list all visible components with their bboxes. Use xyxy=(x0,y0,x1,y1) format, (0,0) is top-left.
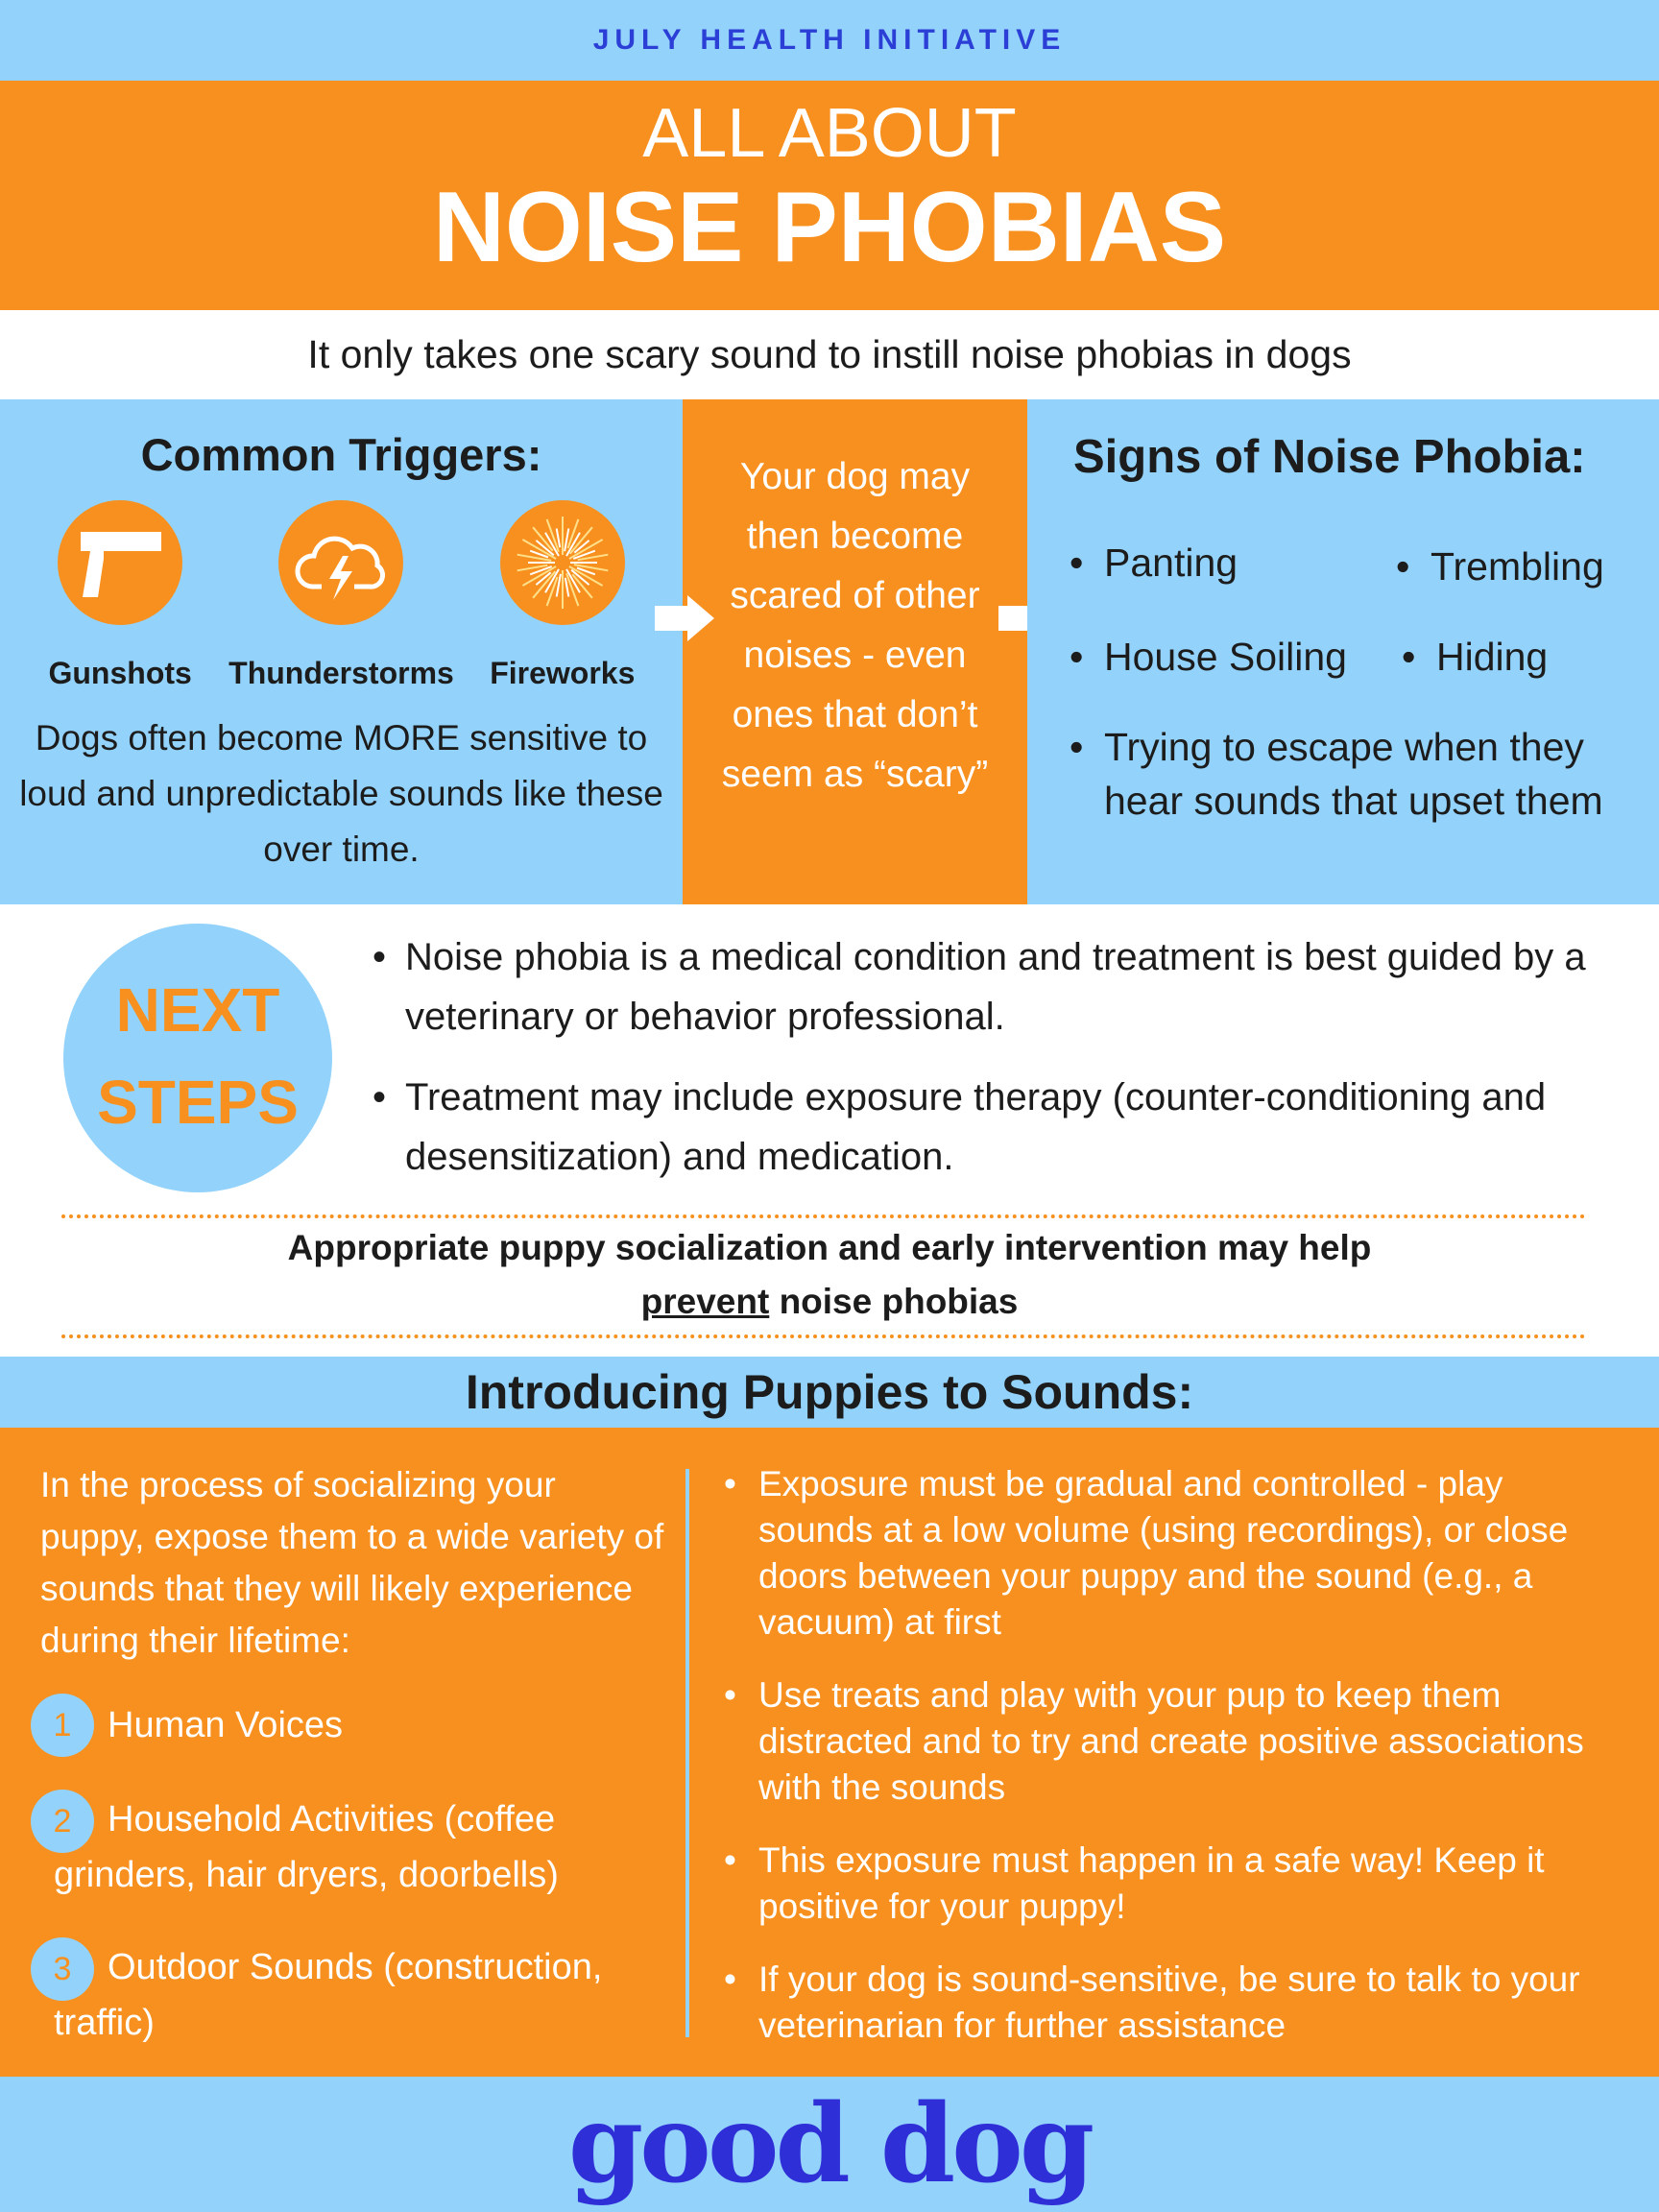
divider xyxy=(61,1334,1586,1338)
arrow-right-icon xyxy=(655,595,714,641)
number-badge: 1 xyxy=(31,1694,94,1757)
trigger-thunderstorms xyxy=(228,500,454,691)
page-title: NOISE PHOBIAS xyxy=(432,172,1227,283)
number-badge: 2 xyxy=(31,1790,94,1853)
next-step-item: • Treatment may include exposure therapy (counter-conditioning and desensitization) and medication. xyxy=(405,1068,1615,1187)
triggers-title: Common Triggers: xyxy=(140,429,542,480)
header xyxy=(0,81,1659,310)
trigger-label: Gunshots xyxy=(48,656,192,690)
divider xyxy=(61,1214,1586,1218)
sign-item: • Trying to escape when they hear sounds that upset them xyxy=(1104,720,1603,828)
kicker: JULY HEALTH INITIATIVE xyxy=(0,0,1659,81)
number-badge: 3 xyxy=(31,1937,94,2001)
tip-item: • Exposure must be gradual and controlled - play sounds at a low volume (using recordings), or close doors between your puppy and the sound (e.g., a vacuum) at first xyxy=(758,1461,1623,1646)
sound-item: Human Voices xyxy=(108,1705,344,1745)
badge-line1: NEXT xyxy=(115,975,280,1045)
note-emphasis: prevent xyxy=(640,1282,770,1321)
tip-item: • If your dog is sound-sensitive, be sure to talk to your veterinarian for further assistance xyxy=(758,1957,1623,2049)
sound-item: Household Activities (coffee grinders, hair dryers, doorbells) xyxy=(54,1799,559,1895)
trigger-label: Thunderstorms xyxy=(228,656,454,690)
trigger-label: Fireworks xyxy=(490,656,636,690)
tip-item: • Use treats and play with your pup to keep them distracted and to try and create positive associations with the sounds xyxy=(758,1672,1623,1811)
logo: good dog xyxy=(0,2077,1659,2212)
sign-item: • House Soiling xyxy=(1104,630,1347,684)
note-text: Appropriate puppy socialization and early intervention may help xyxy=(287,1228,1372,1267)
next-steps-badge xyxy=(63,924,332,1192)
divider xyxy=(685,1469,689,2037)
common-triggers xyxy=(0,399,683,904)
trigger-fireworks xyxy=(452,500,673,691)
section-title: Introducing Puppies to Sounds: xyxy=(0,1357,1659,1428)
triggers-note: Dogs often become MORE sensitive to loud and unpredictable sounds like these over time. xyxy=(19,718,663,869)
badge-line2: STEPS xyxy=(97,1068,299,1137)
pistol-icon xyxy=(58,500,182,625)
middle-message: Your dog may then become scared of other noises - even ones that don’t seem as “scary” xyxy=(683,399,1027,904)
sign-item: • Trembling xyxy=(1431,540,1604,593)
sign-item: • Panting xyxy=(1104,536,1238,589)
note-text: noise phobias xyxy=(769,1282,1019,1321)
firework-icon xyxy=(500,500,625,625)
next-step-item: • Noise phobia is a medical condition and treatment is best guided by a veterinary or behavior professional. xyxy=(405,927,1615,1046)
signs-of-noise-phobia xyxy=(1027,399,1659,904)
trigger-gunshots xyxy=(10,500,230,691)
tip-item: • This exposure must happen in a safe way! Keep it positive for your puppy! xyxy=(758,1838,1623,1930)
sound-item: Outdoor Sounds (construction, traffic) xyxy=(54,1947,603,2043)
signs-title: Signs of Noise Phobia: xyxy=(1073,431,1586,483)
sign-item: • Hiding xyxy=(1436,630,1548,684)
title-line1: ALL ABOUT xyxy=(642,95,1017,172)
puppies-intro: In the process of socializing your puppy, expose them to a wide variety of sounds that they will likely experience during their lifetime: xyxy=(40,1465,664,1660)
prevention-note xyxy=(0,1221,1659,1329)
storm-cloud-icon xyxy=(278,500,403,625)
subtitle: It only takes one scary sound to instill noise phobias in dogs xyxy=(307,332,1352,376)
